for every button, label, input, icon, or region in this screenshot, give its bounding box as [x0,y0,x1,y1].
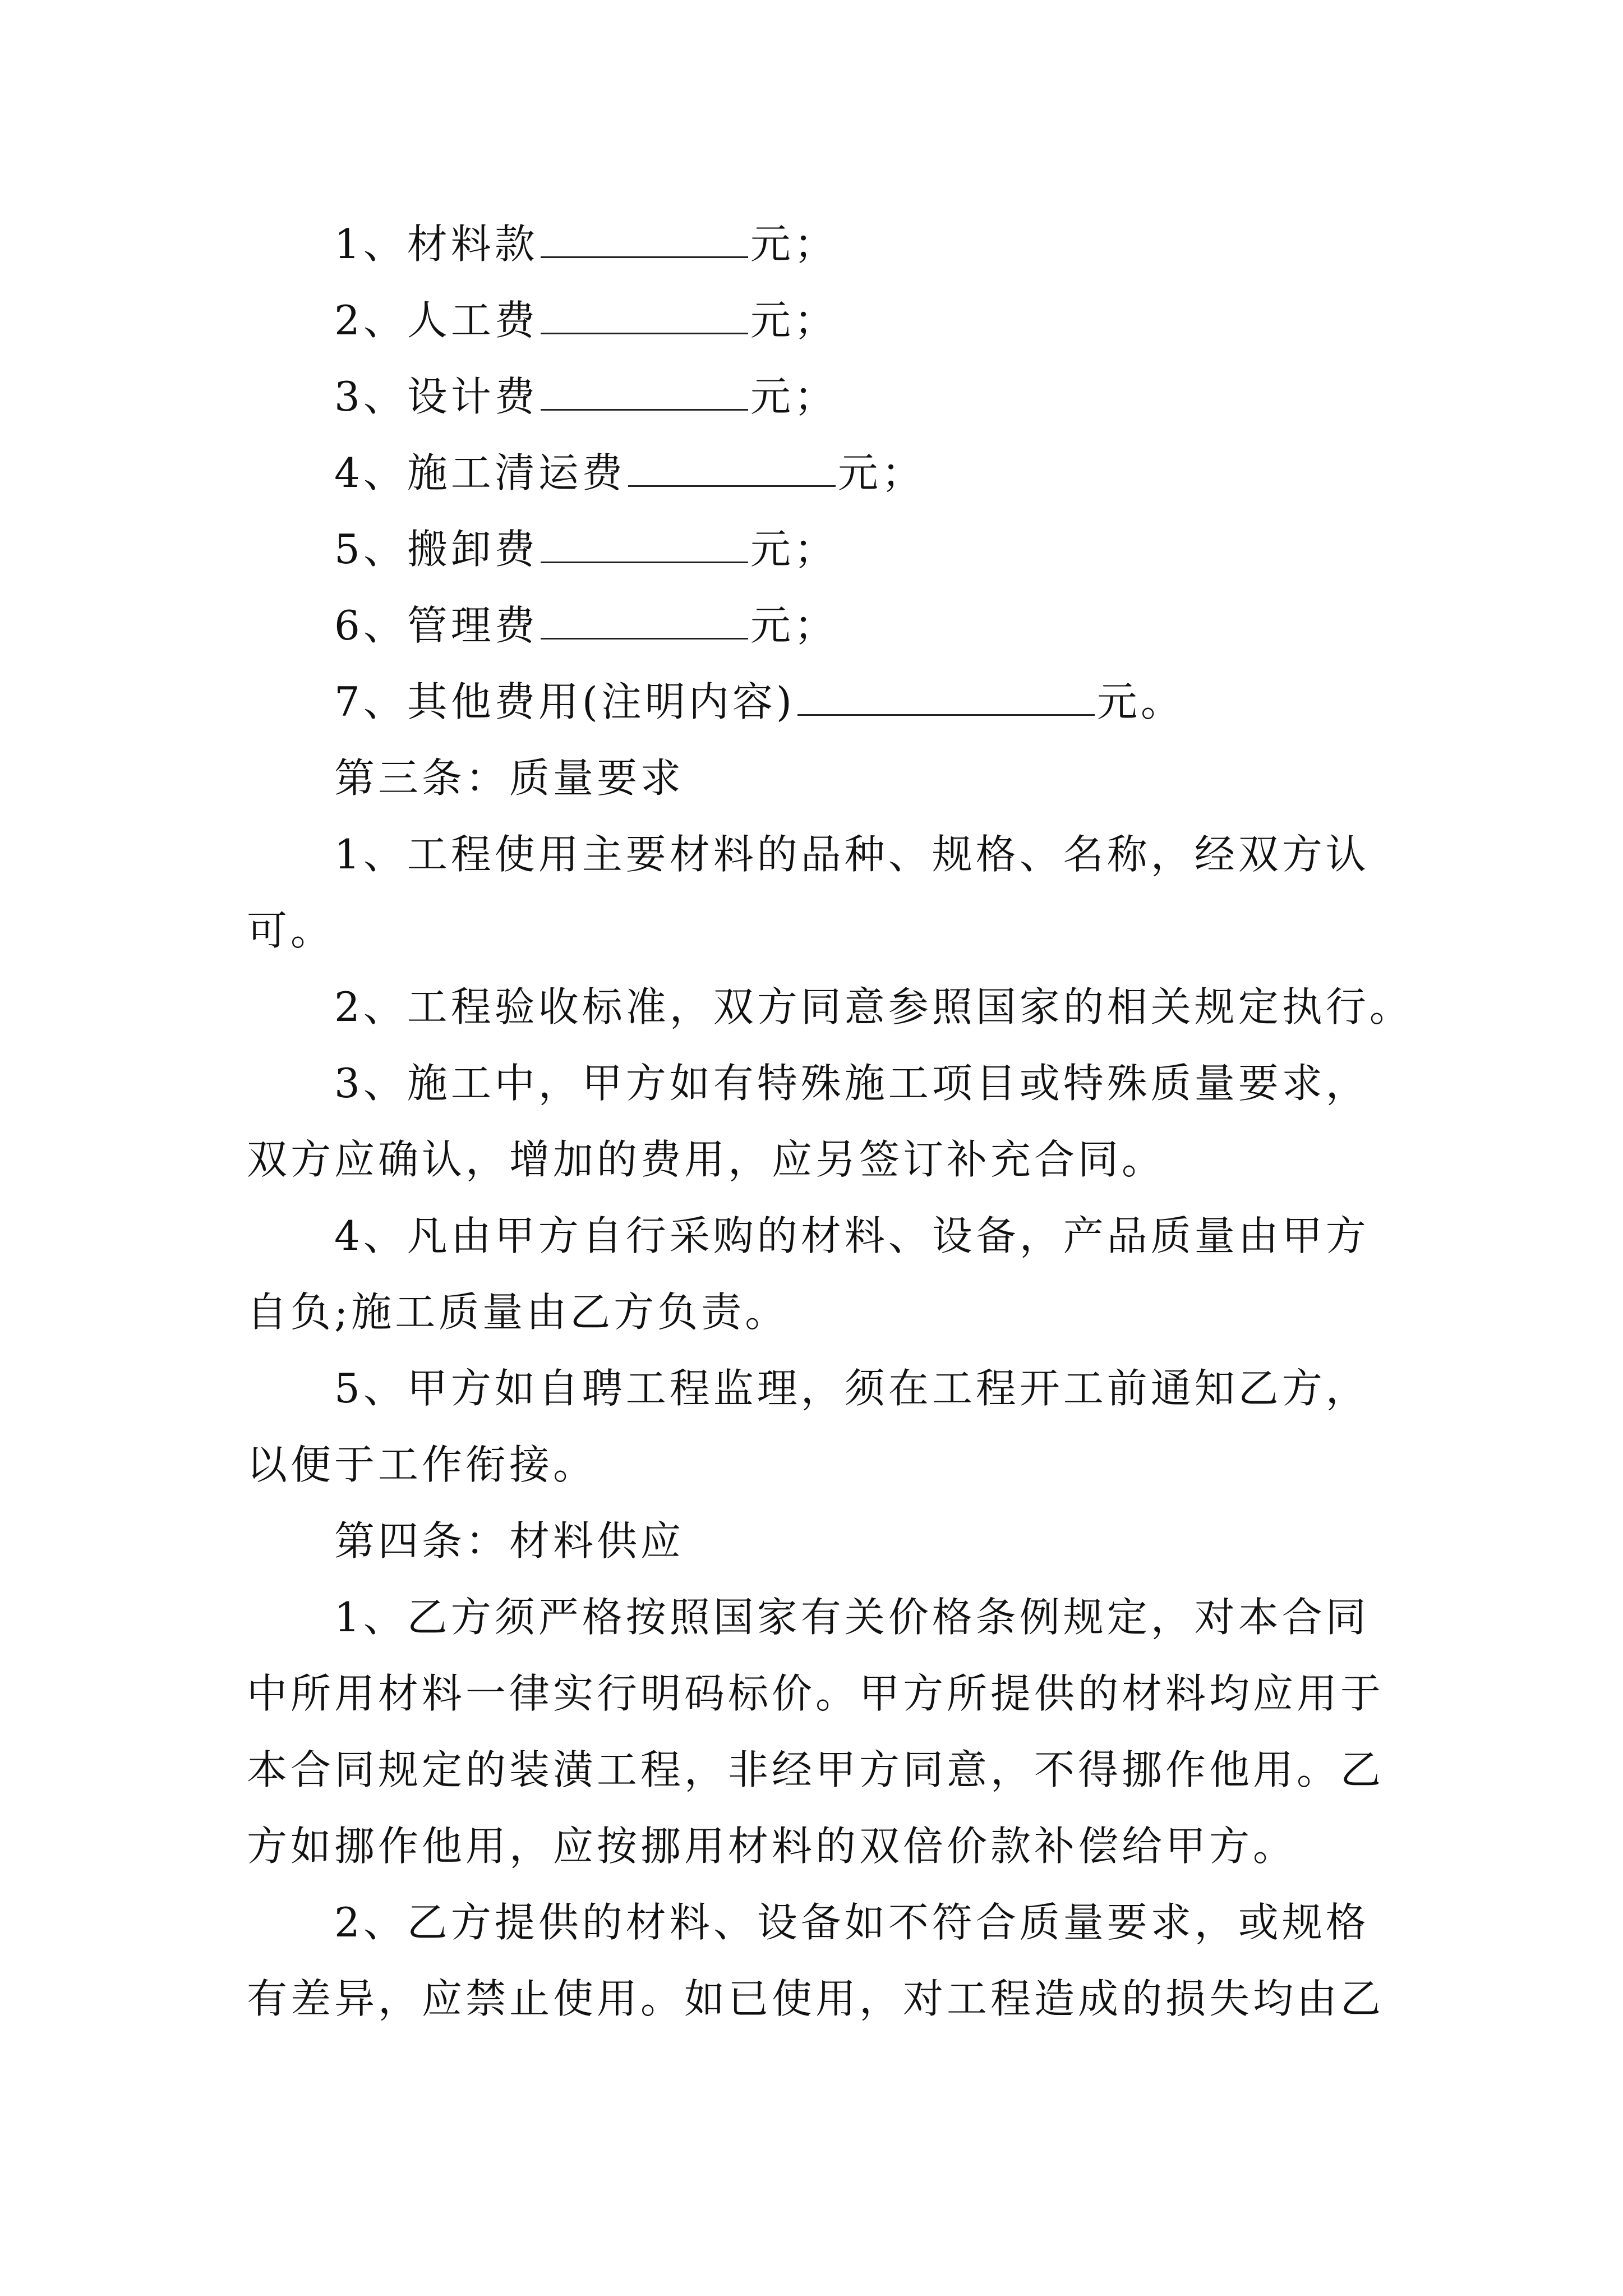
paragraph-line: 中所用材料一律实行明码标价。甲方所提供的材料均应用于 [247,1670,1385,1717]
fill-in-blank [541,211,748,258]
fee-item-cleanup [334,439,1391,507]
paragraph-line: 自负;施工质量由乙方负责。 [247,1289,789,1336]
fill-in-blank [541,364,748,411]
paragraph-line: 4、凡由甲方自行采购的材料、设备，产品质量由甲方 [334,1212,1370,1259]
fee-label: 6、管理费 [334,602,538,649]
fee-unit: 元； [750,373,838,420]
fee-item-management [334,592,1391,659]
fee-item-other [334,668,1391,735]
fee-item-materials [334,210,1391,278]
fill-in-blank [541,288,748,334]
fee-item-handling [334,516,1391,583]
fee-unit: 元； [750,526,838,573]
fee-label: 2、人工费 [334,297,538,344]
fill-in-blank [541,517,748,563]
paragraph-line: 双方应确认，增加的费用，应另签订补充合同。 [247,1136,1166,1183]
fee-unit: 元。 [1097,678,1185,725]
paragraph-line: 1、乙方须严格按照国家有关价格条例规定，对本合同 [334,1594,1370,1641]
paragraph-line: 2、乙方提供的材料、设备如不符合质量要求，或规格 [334,1899,1370,1946]
paragraph-line: 5、甲方如自聘工程监理，须在工程开工前通知乙方， [334,1365,1370,1412]
fee-unit: 元； [750,297,838,344]
fee-unit: 元； [750,602,838,649]
fee-label: 5、搬卸费 [334,526,538,573]
fill-in-blank [797,669,1095,716]
fee-unit: 元； [837,449,925,496]
paragraph-line: 以便于工作衔接。 [247,1441,597,1488]
paragraph-line: 可。 [247,907,335,954]
fee-label: 4、施工清运费 [334,449,626,496]
article-3-heading: 第三条：质量要求 [334,754,685,802]
fee-unit: 元； [750,220,838,268]
fee-item-labor [334,287,1391,354]
paragraph-line: 本合同规定的装潢工程，非经甲方同意，不得挪作他用。乙 [247,1746,1385,1793]
paragraph-line: 2、工程验收标准，双方同意参照国家的相关规定执行。 [334,983,1413,1030]
article-4-heading: 第四条：材料供应 [334,1517,685,1565]
fill-in-blank [628,440,836,487]
paragraph-line: 方如挪作他用，应按挪用材料的双倍价款补偿给甲方。 [247,1823,1297,1870]
fee-label: 1、材料款 [334,220,538,268]
fee-label: 7、其他费用(注明内容) [334,678,795,725]
paragraph-line: 1、工程使用主要材料的品种、规格、名称，经双方认 [334,831,1370,878]
fee-label: 3、设计费 [334,373,538,420]
paragraph-line: 3、施工中，甲方如有特殊施工项目或特殊质量要求， [334,1060,1370,1107]
fill-in-blank [541,593,748,639]
fee-item-design [334,363,1391,430]
paragraph-line: 有差异，应禁止使用。如已使用，对工程造成的损失均由乙 [247,1975,1385,2022]
